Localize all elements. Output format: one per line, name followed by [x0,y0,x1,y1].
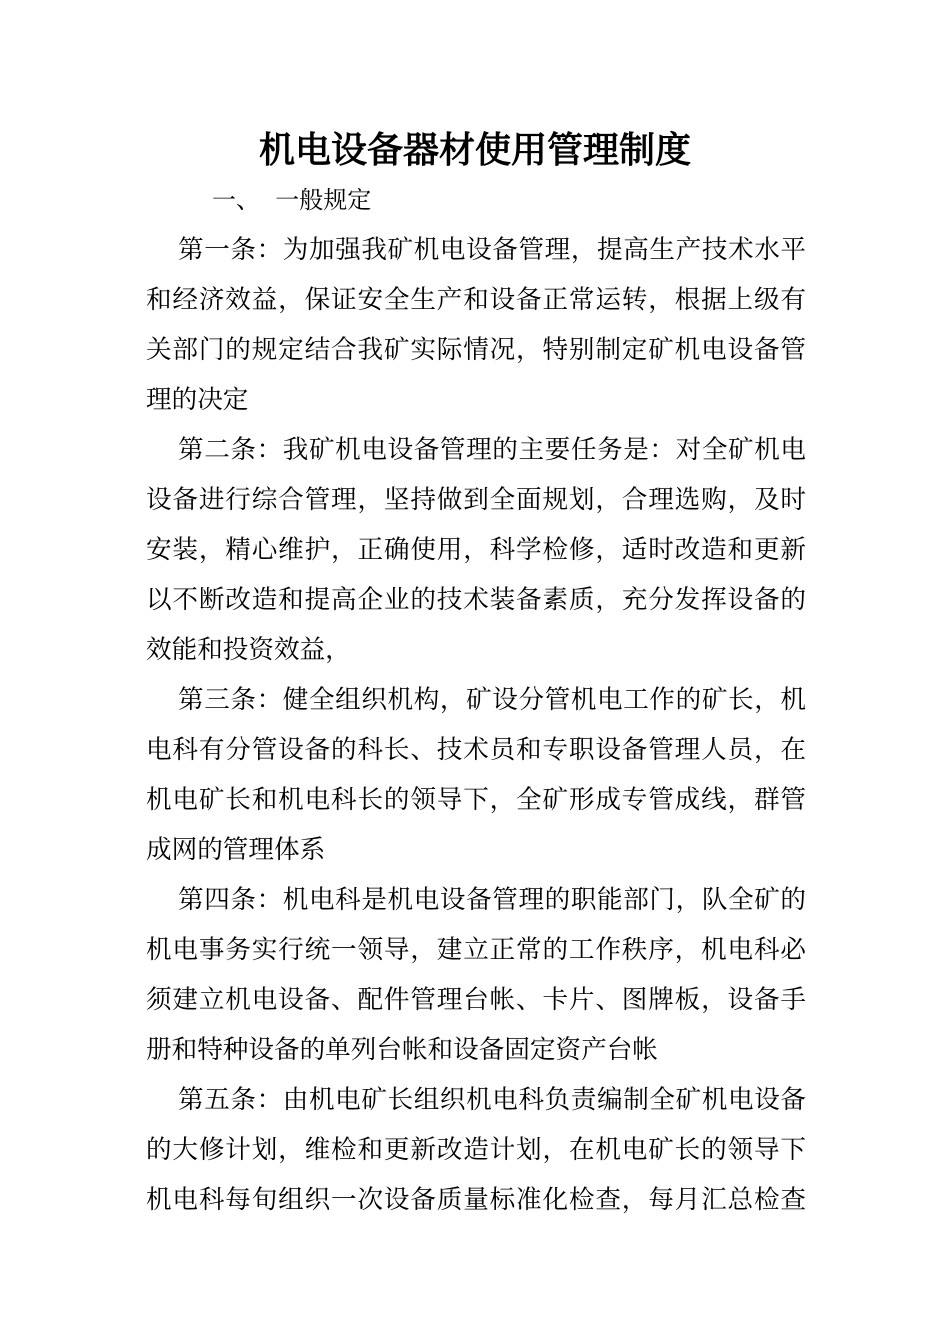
article-3-line-4: 成网的管理体系 [146,835,326,865]
section-heading: 一、 一般规定 [212,186,372,214]
article-5-line-3: 机电科每旬组织一次设备质量标准化检查，每月汇总检查 [146,1185,806,1215]
article-1-line-4: 理的决定 [146,385,249,415]
article-3-line-1: 第三条：健全组织机构，矿设分管机电工作的矿长，机 [178,685,806,715]
article-5-line-1: 第五条：由机电矿长组织机电科负责编制全矿机电设备 [178,1085,806,1115]
article-5-line-2: 的大修计划，维检和更新改造计划，在机电矿长的领导下 [146,1135,806,1165]
article-4-line-4: 册和特种设备的单列台帐和设备固定资产台帐 [146,1035,658,1065]
article-4-line-3: 须建立机电设备、配件管理台帐、卡片、图牌板，设备手 [146,985,806,1015]
article-4-line-1: 第四条：机电科是机电设备管理的职能部门，队全矿的 [178,885,806,915]
article-1-line-1: 第一条：为加强我矿机电设备管理，提高生产技术水平 [178,235,806,265]
article-2-line-2: 设备进行综合管理，坚持做到全面规划，合理选购，及时 [146,485,806,515]
article-3-line-3: 机电矿长和机电科长的领导下，全矿形成专管成线，群管 [146,785,806,815]
article-2-line-1: 第二条：我矿机电设备管理的主要任务是：对全矿机电 [178,435,806,465]
document-title: 机电设备器材使用管理制度 [258,129,691,171]
article-1-line-3: 关部门的规定结合我矿实际情况，特别制定矿机电设备管 [146,335,806,365]
article-2-line-4: 以不断改造和提高企业的技术装备素质，充分发挥设备的 [146,585,806,615]
article-3-line-2: 电科有分管设备的科长、技术员和专职设备管理人员，在 [146,735,806,765]
article-1-line-2: 和经济效益，保证安全生产和设备正常运转，根据上级有 [146,285,806,315]
article-2-line-5: 效能和投资效益， [146,635,351,665]
article-2-line-3: 安装，精心维护，正确使用，科学检修，适时改造和更新 [146,535,806,565]
article-4-line-2: 机电事务实行统一领导，建立正常的工作秩序，机电科必 [146,935,806,965]
